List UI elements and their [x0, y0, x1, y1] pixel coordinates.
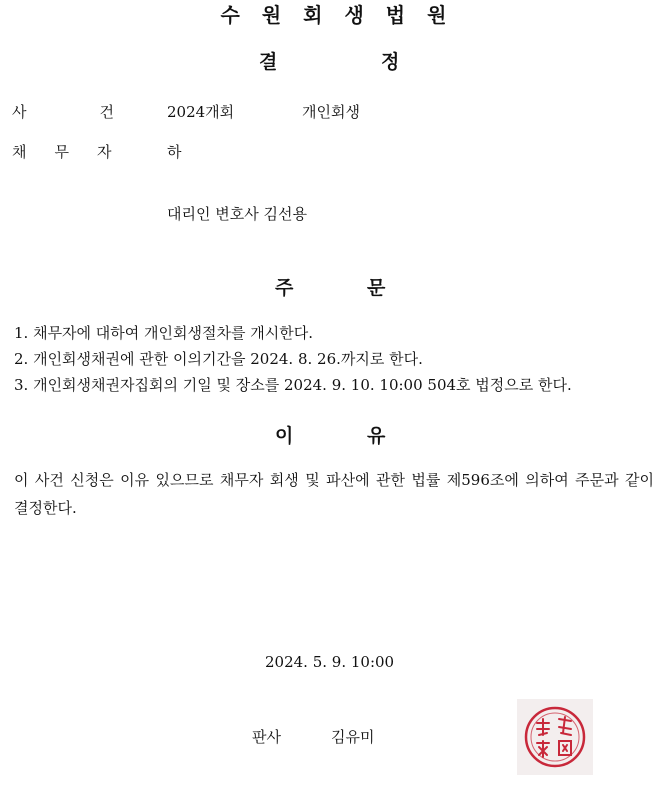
court-name: 수원회생법원 [220, 3, 469, 27]
reason-text: 이 사건 신청은 이유 있으므로 채무자 회생 및 파산에 관한 법률 제596조에 의하여 주문과 같이 결정한다. [14, 471, 654, 517]
doc-title-right: 정 [381, 51, 400, 73]
case-type: 개인회생 [302, 103, 360, 121]
order-item-1: 1. 채무자에 대하여 개인회생절차를 개시한다. [14, 324, 313, 342]
order-item-3: 3. 개인회생채권자집회의 기일 및 장소를 2024. 9. 10. 10:00 504호 법정으로 한다. [14, 376, 572, 394]
order-heading-left: 주 [275, 277, 294, 299]
doc-title-left: 결 [259, 51, 278, 73]
order-item-2: 2. 개인회생채권에 관한 이의기간을 2024. 8. 26.까지로 한다. [14, 350, 423, 368]
case-label: 사건 [12, 103, 187, 121]
order-heading-right: 문 [367, 277, 386, 299]
judge-name: 김유미 [331, 728, 375, 746]
reason-heading-left: 이 [275, 425, 294, 447]
decision-date: 2024. 5. 9. 10:00 [265, 653, 395, 671]
court-seal-icon [517, 699, 593, 775]
reason-heading-right: 유 [367, 425, 386, 447]
debtor-agent: 대리인 변호사 김선용 [167, 205, 307, 223]
case-number: 2024개회 [167, 103, 235, 121]
debtor-label: 채무자 [12, 143, 140, 161]
judge-title: 판사 [252, 728, 281, 746]
debtor-name: 하 [167, 143, 182, 161]
